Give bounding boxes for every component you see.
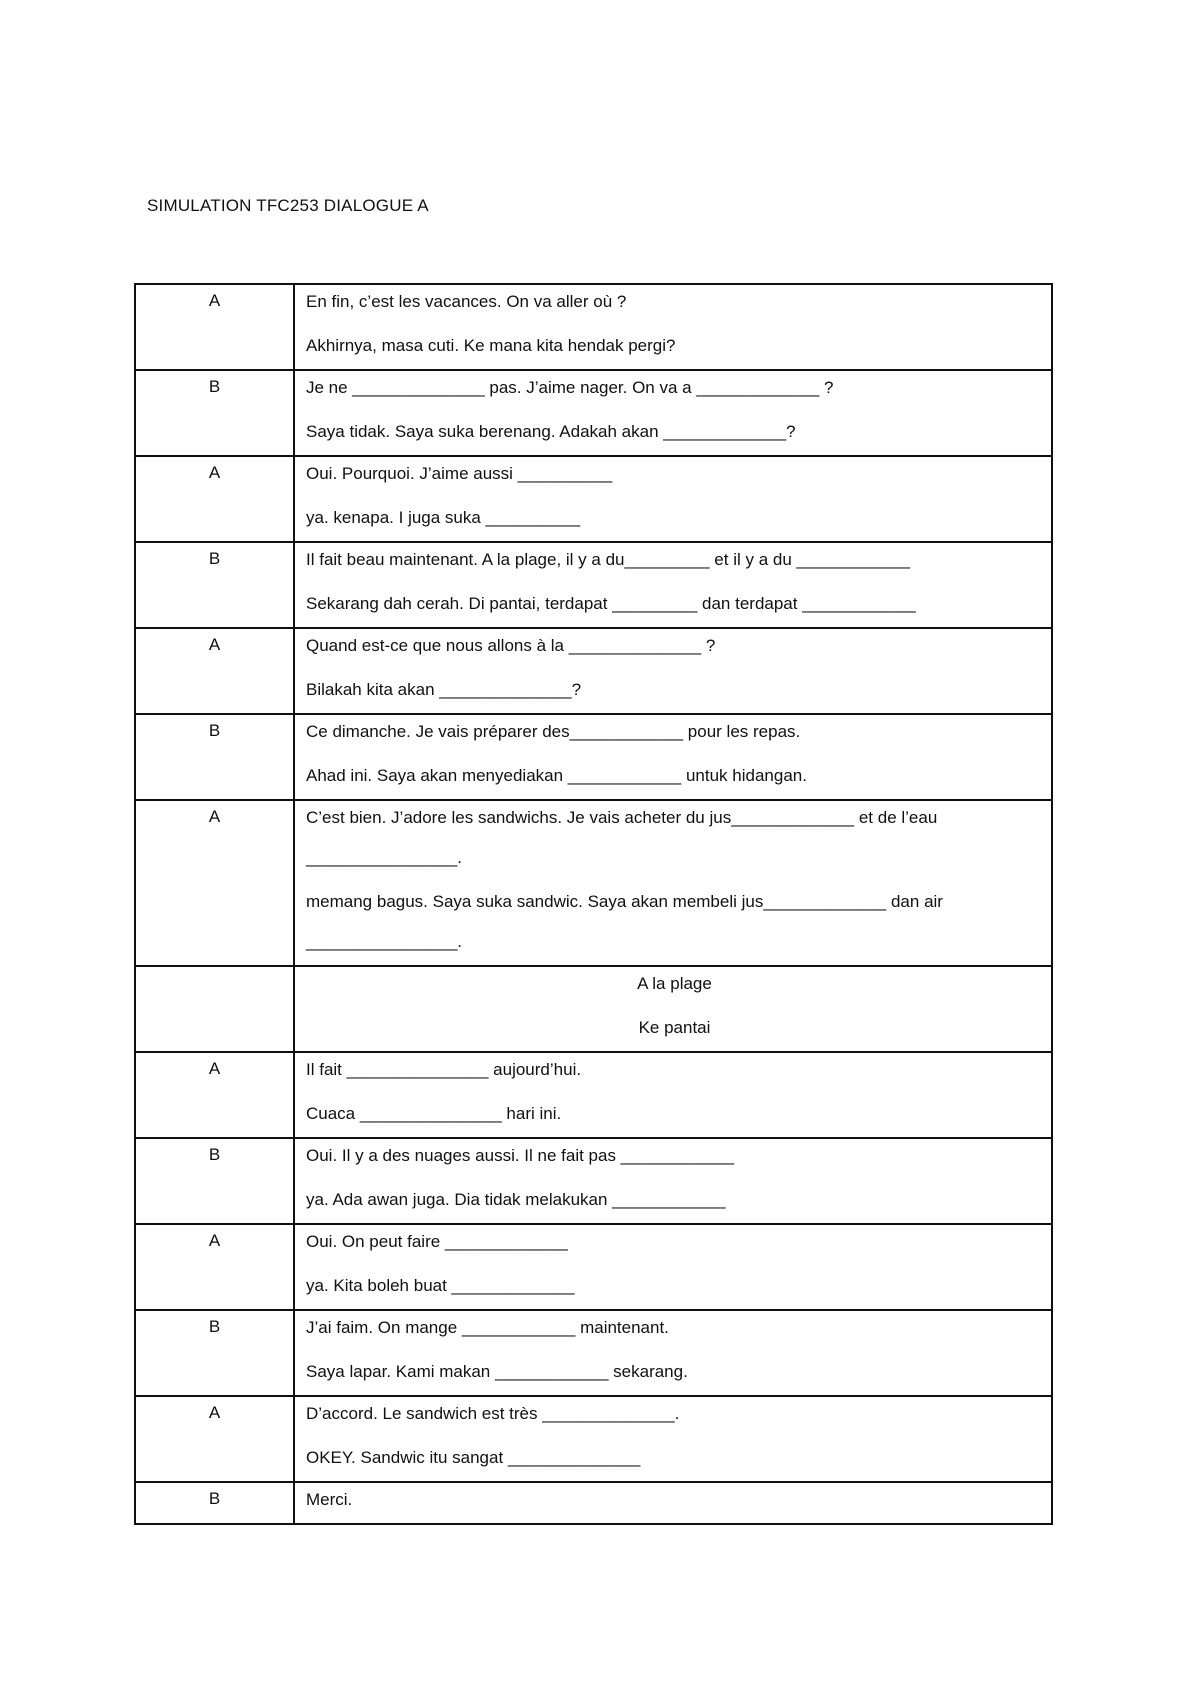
- dialogue-line: ya. Kita boleh buat _____________: [306, 1276, 575, 1295]
- dialogue-row: [135, 456, 1052, 542]
- dialogue-line: ________________.: [306, 848, 462, 867]
- dialogue-row: [135, 628, 1052, 714]
- dialogue-line: En fin, c’est les vacances. On va aller où ?: [306, 292, 627, 311]
- dialogue-line: Oui. Il y a des nuages aussi. Il ne fait pas ____________: [306, 1146, 735, 1165]
- dialogue-content-cell: [294, 370, 1052, 456]
- dialogue-row: [135, 800, 1052, 966]
- speaker-cell: A: [135, 456, 294, 542]
- dialogue-line: Ahad ini. Saya akan menyediakan ____________ untuk hidangan.: [306, 766, 807, 785]
- dialogue-line: Saya tidak. Saya suka berenang. Adakah akan _____________?: [306, 422, 796, 441]
- dialogue-content-cell: [294, 800, 1052, 966]
- speaker-cell: [135, 966, 294, 1052]
- speaker-cell: B: [135, 370, 294, 456]
- speaker-cell: A: [135, 800, 294, 966]
- dialogue-row: [135, 370, 1052, 456]
- speaker-cell: B: [135, 542, 294, 628]
- dialogue-content-cell: [294, 628, 1052, 714]
- speaker-cell: A: [135, 628, 294, 714]
- dialogue-content-cell: [294, 1396, 1052, 1482]
- dialogue-table: [134, 283, 1053, 1525]
- speaker-cell: B: [135, 714, 294, 800]
- dialogue-content-cell: [294, 1224, 1052, 1310]
- dialogue-line: ya. kenapa. I juga suka __________: [306, 508, 581, 527]
- document-title: SIMULATION TFC253 DIALOGUE A: [147, 196, 429, 215]
- dialogue-line: Bilakah kita akan ______________?: [306, 680, 582, 699]
- dialogue-row: [135, 1224, 1052, 1310]
- dialogue-row: [135, 1482, 1052, 1524]
- dialogue-line: C’est bien. J’adore les sandwichs. Je vais acheter du jus_____________ et de l’eau: [306, 808, 938, 827]
- dialogue-content-cell: [294, 1138, 1052, 1224]
- dialogue-row: [135, 284, 1052, 370]
- dialogue-line: ya. Ada awan juga. Dia tidak melakukan ____________: [306, 1190, 726, 1209]
- dialogue-line: Ke pantai: [638, 1018, 711, 1037]
- dialogue-line: OKEY. Sandwic itu sangat ______________: [306, 1448, 641, 1467]
- dialogue-row: [135, 1138, 1052, 1224]
- dialogue-line: Ce dimanche. Je vais préparer des____________ pour les repas.: [306, 722, 801, 741]
- dialogue-content-cell: [294, 966, 1052, 1052]
- dialogue-line: Il fait beau maintenant. A la plage, il y a du_________ et il y a du ____________: [306, 550, 910, 569]
- dialogue-line: Oui. Pourquoi. J’aime aussi __________: [306, 464, 613, 483]
- dialogue-content-cell: [294, 1052, 1052, 1138]
- dialogue-content-cell: [294, 456, 1052, 542]
- speaker-cell: B: [135, 1482, 294, 1524]
- dialogue-line: memang bagus. Saya suka sandwic. Saya akan membeli jus_____________ dan air: [306, 892, 943, 911]
- dialogue-row: [135, 1052, 1052, 1138]
- dialogue-content-cell: [294, 1310, 1052, 1396]
- dialogue-content-cell: [294, 1482, 1052, 1524]
- dialogue-line: Merci.: [306, 1490, 353, 1509]
- dialogue-table-body: [135, 284, 1052, 1524]
- dialogue-content-cell: [294, 284, 1052, 370]
- dialogue-row: [135, 966, 1052, 1052]
- dialogue-row: [135, 1310, 1052, 1396]
- dialogue-line: ________________.: [306, 932, 462, 951]
- dialogue-line: Je ne ______________ pas. J’aime nager. On va a _____________ ?: [306, 378, 834, 397]
- dialogue-content-cell: [294, 714, 1052, 800]
- dialogue-line: Cuaca _______________ hari ini.: [306, 1104, 562, 1123]
- dialogue-line: Il fait _______________ aujourd’hui.: [306, 1060, 582, 1079]
- dialogue-line: D’accord. Le sandwich est très ______________.: [306, 1404, 680, 1423]
- speaker-cell: A: [135, 1052, 294, 1138]
- speaker-cell: B: [135, 1310, 294, 1396]
- dialogue-line: Oui. On peut faire _____________: [306, 1232, 568, 1251]
- dialogue-line: J’ai faim. On mange ____________ maintenant.: [306, 1318, 669, 1337]
- dialogue-line: A la plage: [637, 974, 712, 993]
- dialogue-line: Saya lapar. Kami makan ____________ sekarang.: [306, 1362, 688, 1381]
- speaker-cell: A: [135, 1396, 294, 1482]
- dialogue-line: Sekarang dah cerah. Di pantai, terdapat _________ dan terdapat ____________: [306, 594, 916, 613]
- speaker-cell: B: [135, 1138, 294, 1224]
- dialogue-row: [135, 1396, 1052, 1482]
- dialogue-row: [135, 542, 1052, 628]
- dialogue-line: Akhirnya, masa cuti. Ke mana kita hendak pergi?: [306, 336, 676, 355]
- dialogue-content-cell: [294, 542, 1052, 628]
- speaker-cell: A: [135, 284, 294, 370]
- dialogue-line: Quand est-ce que nous allons à la ______________ ?: [306, 636, 716, 655]
- speaker-cell: A: [135, 1224, 294, 1310]
- dialogue-row: [135, 714, 1052, 800]
